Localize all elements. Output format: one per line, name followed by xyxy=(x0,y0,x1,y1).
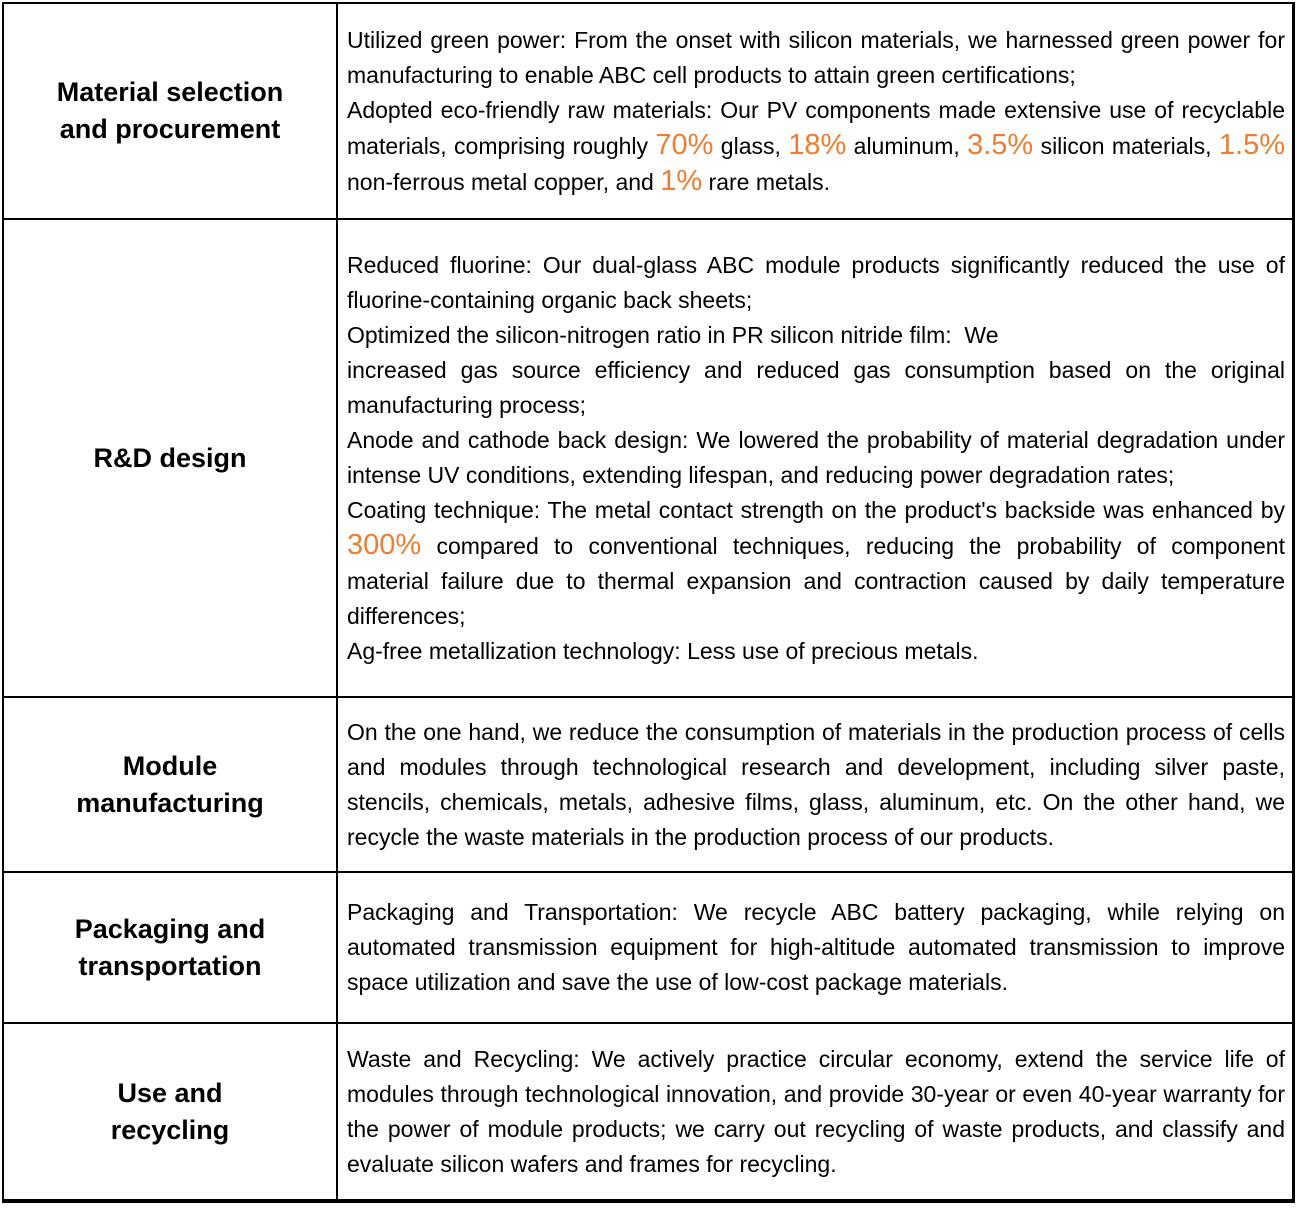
stage-description-cell xyxy=(337,219,1294,697)
text-segment: compared to conventional techniques, reducing the probability of component material failure due to thermal expansion and contraction caused by daily temperature differences; xyxy=(347,532,1285,629)
description-paragraph xyxy=(347,1042,1285,1182)
stage-label-cell xyxy=(3,1023,337,1201)
text-segment: aluminum, xyxy=(846,132,968,159)
text-segment: Adopted eco-friendly raw materials: Our PV components made extensive use of recyclable materials, comprising roughly xyxy=(347,96,1285,159)
table-row xyxy=(3,872,1294,1023)
stage-label-cell xyxy=(3,872,337,1023)
stage-label-line: Packaging and xyxy=(74,913,266,944)
stage-description-cell xyxy=(337,872,1294,1023)
stage-description-cell xyxy=(337,1023,1294,1201)
text-segment: Utilized green power: From the onset with silicon materials, we harnessed green power for manufacturing to enable ABC cell products to attain green certifications; xyxy=(347,26,1285,88)
stage-label-line: Use and xyxy=(117,1077,223,1108)
stage-label-line: R&D design xyxy=(93,442,247,473)
table-row xyxy=(3,1023,1294,1201)
description-paragraph xyxy=(347,318,1285,353)
text-segment: glass, xyxy=(713,132,789,159)
table-row xyxy=(3,3,1294,219)
highlight-value: 3.5% xyxy=(967,128,1034,161)
description-paragraph xyxy=(347,634,1285,669)
description-paragraph xyxy=(347,423,1285,493)
description-paragraph xyxy=(347,248,1285,318)
description-paragraph xyxy=(347,715,1285,855)
table-row xyxy=(3,219,1294,697)
highlight-value: 1% xyxy=(660,164,703,197)
text-segment: Packaging and Transportation: We recycle ABC battery packaging, while relying on automated transmission equipment for high-altitude automated transmission to improve space utilization and save the use of low-cost package materials. xyxy=(347,899,1285,995)
highlight-value: 18% xyxy=(788,128,847,161)
text-segment: non-ferrous metal copper, and xyxy=(347,168,661,195)
text-segment: Ag-free metallization technology: Less use of precious metals. xyxy=(347,637,979,664)
stage-label-line: and procurement xyxy=(59,114,281,144)
highlight-value: 70% xyxy=(655,128,714,161)
text-segment: Optimized the silicon-nitrogen ratio in PR silicon nitride film: We xyxy=(347,321,999,348)
lifecycle-table xyxy=(2,2,1295,1203)
stage-description-cell xyxy=(337,697,1294,872)
description-paragraph xyxy=(347,93,1285,200)
text-segment: rare metals. xyxy=(702,168,830,195)
text-segment: On the one hand, we reduce the consumption of materials in the production process of cells and modules through technological research and development, including silver paste, stencils, chemicals, metals, adhesive films, glass, aluminum, etc. On the other hand, we recycle the waste materials in the production process of our products. xyxy=(347,718,1285,850)
stage-label-line: Material selection xyxy=(56,77,284,107)
text-segment: Coating technique: The metal contact strength on the product's backside was enhanced by xyxy=(347,496,1285,523)
stage-description-cell xyxy=(337,3,1294,219)
stage-label-cell xyxy=(3,219,337,697)
table-row xyxy=(3,697,1294,872)
description-paragraph xyxy=(347,895,1285,1000)
stage-label-cell xyxy=(3,697,337,872)
stage-label-cell xyxy=(3,3,337,219)
stage-label-line: transportation xyxy=(78,950,262,981)
highlight-value: 1.5% xyxy=(1218,128,1285,161)
text-segment: increased gas source efficiency and reduced gas consumption based on the original manufacturing process; xyxy=(347,356,1285,418)
stage-label-line: manufacturing xyxy=(76,787,264,818)
description-paragraph xyxy=(347,353,1285,423)
table-body xyxy=(3,3,1294,1201)
text-segment: Anode and cathode back design: We lowered the probability of material degradation under intense UV conditions, extending lifespan, and reducing power degradation rates; xyxy=(347,426,1285,488)
text-segment: Waste and Recycling: We actively practice circular economy, extend the service life of modules through technological innovation, and provide 30-year or even 40-year warranty for the power of module products; we carry out recycling of waste products, and classify and evaluate silicon wafers and frames for recycling. xyxy=(347,1045,1285,1177)
description-paragraph xyxy=(347,23,1285,93)
stage-label-line: recycling xyxy=(110,1114,230,1145)
stage-label-line: Module xyxy=(122,750,218,781)
text-segment: silicon materials, xyxy=(1033,132,1219,159)
description-paragraph xyxy=(347,493,1285,634)
highlight-value: 300% xyxy=(347,528,422,561)
text-segment: Reduced fluorine: Our dual-glass ABC module products significantly reduced the use of fluorine-containing organic back sheets; xyxy=(347,251,1285,313)
